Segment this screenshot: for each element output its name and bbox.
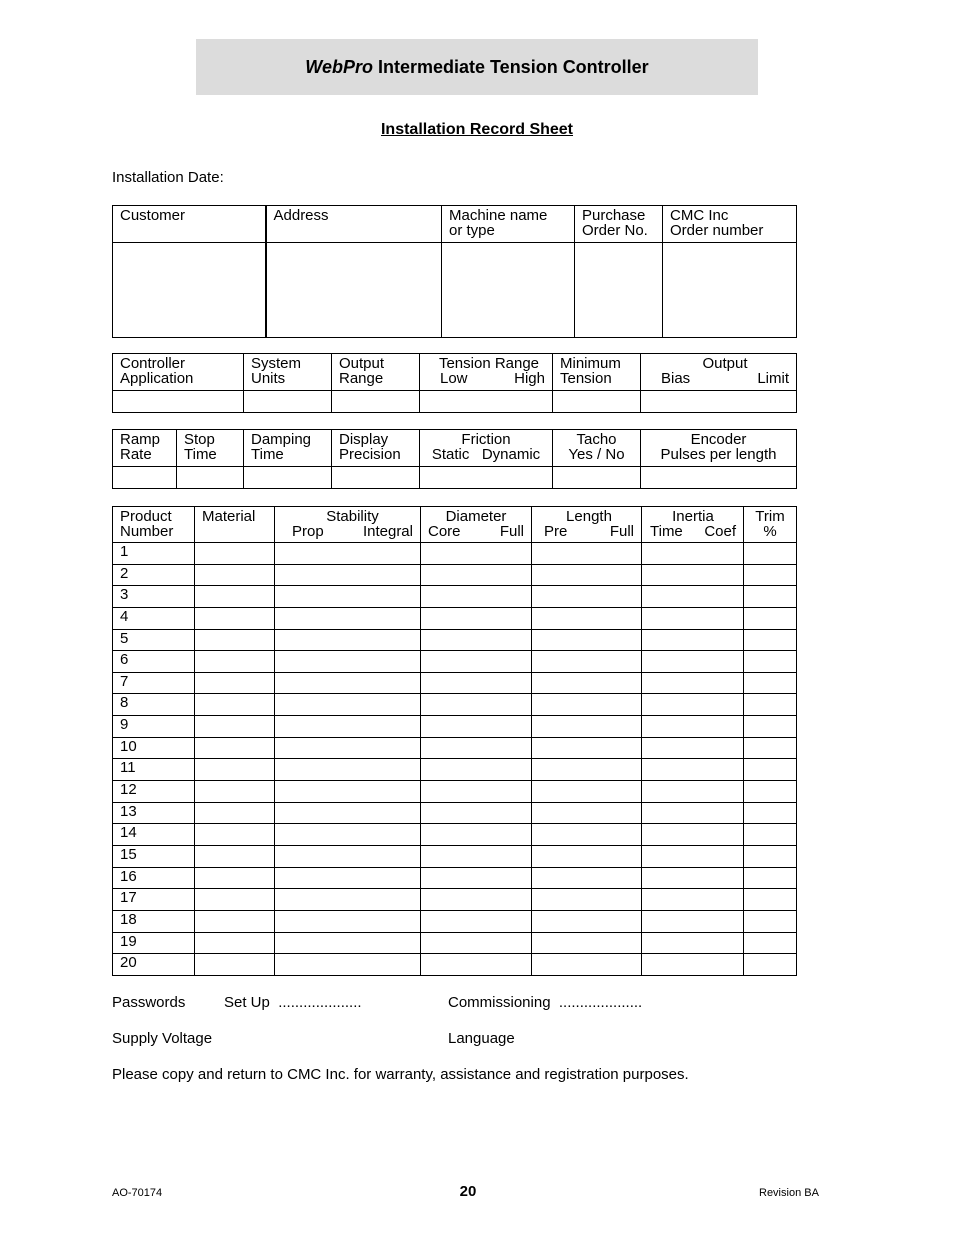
trim-cell[interactable] xyxy=(744,716,797,738)
product-number-cell: 11 xyxy=(113,759,195,781)
friction-cell[interactable] xyxy=(420,467,553,489)
cmc-order-header: CMC Inc Order number xyxy=(663,206,797,243)
stability-cell[interactable] xyxy=(275,954,421,976)
inertia-cell[interactable] xyxy=(642,651,744,673)
table-row xyxy=(113,910,797,932)
inertia-cell[interactable] xyxy=(642,586,744,608)
output-range-cell[interactable] xyxy=(332,391,420,413)
inertia-cell[interactable] xyxy=(642,759,744,781)
table-row xyxy=(113,564,797,586)
inertia-cell[interactable] xyxy=(642,824,744,846)
stability-cell[interactable] xyxy=(275,651,421,673)
material-cell[interactable] xyxy=(195,607,275,629)
diameter-cell[interactable] xyxy=(421,543,532,565)
trim-cell[interactable] xyxy=(744,910,797,932)
table-row xyxy=(113,802,797,824)
trim-cell[interactable] xyxy=(744,954,797,976)
installation-date-label: Installation Date: xyxy=(112,169,224,186)
tension-range-cell[interactable] xyxy=(420,391,553,413)
output-cell[interactable] xyxy=(641,391,797,413)
ramp-rate-cell[interactable] xyxy=(113,467,177,489)
stability-cell[interactable] xyxy=(275,845,421,867)
diameter-cell[interactable] xyxy=(421,824,532,846)
product-number-header: Product Number xyxy=(113,507,195,543)
inertia-cell[interactable] xyxy=(642,781,744,803)
length-cell[interactable] xyxy=(532,824,642,846)
purchase-order-cell[interactable] xyxy=(575,243,663,338)
commissioning-field: Commissioning .................... xyxy=(448,994,643,1011)
trim-cell[interactable] xyxy=(744,694,797,716)
length-cell[interactable] xyxy=(532,889,642,911)
table-row xyxy=(113,629,797,651)
length-header: Length Pre Full xyxy=(532,507,642,543)
supply-voltage-label: Supply Voltage xyxy=(112,1030,213,1047)
cmc-order-cell[interactable] xyxy=(663,243,797,338)
stability-cell[interactable] xyxy=(275,802,421,824)
length-cell[interactable] xyxy=(532,737,642,759)
stability-cell[interactable] xyxy=(275,781,421,803)
damping-time-header: Damping Time xyxy=(244,430,332,467)
passwords-label: Passwords xyxy=(112,994,186,1011)
stability-cell[interactable] xyxy=(275,629,421,651)
diameter-cell[interactable] xyxy=(421,737,532,759)
stability-cell[interactable] xyxy=(275,889,421,911)
product-number-cell: 14 xyxy=(113,824,195,846)
trim-cell[interactable] xyxy=(744,845,797,867)
table-row xyxy=(113,586,797,608)
inertia-cell[interactable] xyxy=(642,910,744,932)
inertia-cell[interactable] xyxy=(642,629,744,651)
length-cell[interactable] xyxy=(532,543,642,565)
table-row xyxy=(113,716,797,738)
ramp-rate-header: Ramp Rate xyxy=(113,430,177,467)
length-cell[interactable] xyxy=(532,716,642,738)
stability-cell[interactable] xyxy=(275,867,421,889)
output-range-header: Output Range xyxy=(332,354,420,391)
inertia-cell[interactable] xyxy=(642,737,744,759)
length-cell[interactable] xyxy=(532,564,642,586)
product-number-cell: 15 xyxy=(113,845,195,867)
trim-cell[interactable] xyxy=(744,629,797,651)
customer-table xyxy=(112,205,797,338)
diameter-cell[interactable] xyxy=(421,954,532,976)
length-cell[interactable] xyxy=(532,845,642,867)
inertia-cell[interactable] xyxy=(642,889,744,911)
diameter-cell[interactable] xyxy=(421,867,532,889)
stability-cell[interactable] xyxy=(275,932,421,954)
header-title: Intermediate Tension Controller xyxy=(372,56,649,77)
stability-cell[interactable] xyxy=(275,694,421,716)
material-cell[interactable] xyxy=(195,737,275,759)
length-cell[interactable] xyxy=(532,694,642,716)
minimum-tension-header: Minimum Tension xyxy=(553,354,641,391)
settings-table xyxy=(112,429,797,489)
minimum-tension-cell[interactable] xyxy=(553,391,641,413)
inertia-cell[interactable] xyxy=(642,802,744,824)
trim-cell[interactable] xyxy=(744,543,797,565)
table-row xyxy=(113,672,797,694)
stability-cell[interactable] xyxy=(275,607,421,629)
diameter-header: Diameter Core Full xyxy=(421,507,532,543)
doc-id: AO-70174 xyxy=(112,1187,163,1199)
inertia-cell[interactable] xyxy=(642,845,744,867)
material-header: Material xyxy=(195,507,275,543)
table-row xyxy=(113,867,797,889)
stability-cell[interactable] xyxy=(275,672,421,694)
machine-name-header: Machine name or type xyxy=(442,206,575,243)
length-cell[interactable] xyxy=(532,607,642,629)
display-precision-header: Display Precision xyxy=(332,430,420,467)
inertia-cell[interactable] xyxy=(642,867,744,889)
copy-note: Please copy and return to CMC Inc. for warranty, assistance and registration purposes. xyxy=(112,1066,689,1083)
diameter-cell[interactable] xyxy=(421,694,532,716)
stability-cell[interactable] xyxy=(275,543,421,565)
stability-cell[interactable] xyxy=(275,910,421,932)
material-cell[interactable] xyxy=(195,672,275,694)
tension-range-header: Tension Range Low High xyxy=(420,354,553,391)
diameter-cell[interactable] xyxy=(421,802,532,824)
display-precision-cell[interactable] xyxy=(332,467,420,489)
trim-cell[interactable] xyxy=(744,651,797,673)
product-number-cell: 3 xyxy=(113,586,195,608)
length-cell[interactable] xyxy=(532,802,642,824)
material-cell[interactable] xyxy=(195,759,275,781)
trim-cell[interactable] xyxy=(744,759,797,781)
material-cell[interactable] xyxy=(195,629,275,651)
product-number-cell: 10 xyxy=(113,737,195,759)
friction-header: Friction Static Dynamic xyxy=(420,430,553,467)
language-label: Language xyxy=(448,1030,515,1047)
product-number-cell: 17 xyxy=(113,889,195,911)
inertia-cell[interactable] xyxy=(642,672,744,694)
diameter-cell[interactable] xyxy=(421,607,532,629)
inertia-cell[interactable] xyxy=(642,932,744,954)
controller-table xyxy=(112,353,797,413)
diameter-cell[interactable] xyxy=(421,889,532,911)
controller-application-header: Controller Application xyxy=(113,354,244,391)
trim-cell[interactable] xyxy=(744,607,797,629)
table-row xyxy=(113,759,797,781)
material-cell[interactable] xyxy=(195,932,275,954)
material-cell[interactable] xyxy=(195,543,275,565)
length-cell[interactable] xyxy=(532,867,642,889)
diameter-cell[interactable] xyxy=(421,651,532,673)
material-cell[interactable] xyxy=(195,867,275,889)
trim-cell[interactable] xyxy=(744,932,797,954)
encoder-cell[interactable] xyxy=(641,467,797,489)
product-number-cell: 20 xyxy=(113,954,195,976)
output-header: Output Bias Limit xyxy=(641,354,797,391)
brand-name: WebPro xyxy=(305,56,373,77)
stop-time-header: Stop Time xyxy=(177,430,244,467)
product-number-cell: 4 xyxy=(113,607,195,629)
table-row xyxy=(113,543,797,565)
material-cell[interactable] xyxy=(195,802,275,824)
purchase-order-header: Purchase Order No. xyxy=(575,206,663,243)
product-number-cell: 19 xyxy=(113,932,195,954)
table-row xyxy=(113,651,797,673)
inertia-cell[interactable] xyxy=(642,954,744,976)
system-units-cell[interactable] xyxy=(244,391,332,413)
product-number-cell: 1 xyxy=(113,543,195,565)
material-cell[interactable] xyxy=(195,889,275,911)
table-row xyxy=(113,607,797,629)
stability-cell[interactable] xyxy=(275,737,421,759)
product-table xyxy=(112,506,797,976)
product-number-cell: 9 xyxy=(113,716,195,738)
diameter-cell[interactable] xyxy=(421,564,532,586)
table-row xyxy=(113,737,797,759)
product-number-cell: 6 xyxy=(113,651,195,673)
product-number-cell: 7 xyxy=(113,672,195,694)
material-cell[interactable] xyxy=(195,845,275,867)
table-row xyxy=(113,889,797,911)
length-cell[interactable] xyxy=(532,910,642,932)
setup-field: Set Up .................... xyxy=(224,994,362,1011)
trim-cell[interactable] xyxy=(744,737,797,759)
product-number-cell: 12 xyxy=(113,781,195,803)
table-row xyxy=(113,845,797,867)
diameter-cell[interactable] xyxy=(421,910,532,932)
trim-cell[interactable] xyxy=(744,802,797,824)
diameter-cell[interactable] xyxy=(421,845,532,867)
material-cell[interactable] xyxy=(195,716,275,738)
table-row xyxy=(113,954,797,976)
inertia-cell[interactable] xyxy=(642,694,744,716)
stability-header: Stability Prop Integral xyxy=(275,507,421,543)
product-number-cell: 13 xyxy=(113,802,195,824)
machine-name-cell[interactable] xyxy=(442,243,575,338)
stability-cell[interactable] xyxy=(275,824,421,846)
trim-cell[interactable] xyxy=(744,781,797,803)
material-cell[interactable] xyxy=(195,694,275,716)
controller-application-cell[interactable] xyxy=(113,391,244,413)
diameter-cell[interactable] xyxy=(421,586,532,608)
length-cell[interactable] xyxy=(532,586,642,608)
customer-header: Customer xyxy=(113,206,266,243)
table-row xyxy=(113,694,797,716)
table-row xyxy=(113,781,797,803)
product-number-cell: 18 xyxy=(113,910,195,932)
trim-cell[interactable] xyxy=(744,586,797,608)
material-cell[interactable] xyxy=(195,824,275,846)
diameter-cell[interactable] xyxy=(421,716,532,738)
customer-cell[interactable] xyxy=(113,243,266,338)
length-cell[interactable] xyxy=(532,781,642,803)
encoder-header: Encoder Pulses per length xyxy=(641,430,797,467)
inertia-cell[interactable] xyxy=(642,607,744,629)
stability-cell[interactable] xyxy=(275,716,421,738)
damping-time-cell[interactable] xyxy=(244,467,332,489)
stability-cell[interactable] xyxy=(275,564,421,586)
length-cell[interactable] xyxy=(532,629,642,651)
diameter-cell[interactable] xyxy=(421,629,532,651)
inertia-cell[interactable] xyxy=(642,564,744,586)
material-cell[interactable] xyxy=(195,651,275,673)
diameter-cell[interactable] xyxy=(421,781,532,803)
length-cell[interactable] xyxy=(532,651,642,673)
length-cell[interactable] xyxy=(532,932,642,954)
page-number: 20 xyxy=(459,1183,477,1200)
stability-cell[interactable] xyxy=(275,759,421,781)
material-cell[interactable] xyxy=(195,564,275,586)
stability-cell[interactable] xyxy=(275,586,421,608)
material-cell[interactable] xyxy=(195,586,275,608)
product-number-cell: 16 xyxy=(113,867,195,889)
trim-cell[interactable] xyxy=(744,889,797,911)
trim-header: Trim % xyxy=(744,507,797,543)
trim-cell[interactable] xyxy=(744,672,797,694)
table-row xyxy=(113,932,797,954)
table-row xyxy=(113,824,797,846)
trim-cell[interactable] xyxy=(744,867,797,889)
product-number-cell: 5 xyxy=(113,629,195,651)
inertia-header: Inertia Time Coef xyxy=(642,507,744,543)
diameter-cell[interactable] xyxy=(421,759,532,781)
trim-cell[interactable] xyxy=(744,824,797,846)
inertia-cell[interactable] xyxy=(642,716,744,738)
length-cell[interactable] xyxy=(532,954,642,976)
inertia-cell[interactable] xyxy=(642,543,744,565)
diameter-cell[interactable] xyxy=(421,932,532,954)
diameter-cell[interactable] xyxy=(421,672,532,694)
material-cell[interactable] xyxy=(195,910,275,932)
address-header: Address xyxy=(266,206,442,243)
product-number-cell: 2 xyxy=(113,564,195,586)
length-cell[interactable] xyxy=(532,672,642,694)
system-units-header: System Units xyxy=(244,354,332,391)
address-cell[interactable] xyxy=(266,243,442,338)
trim-cell[interactable] xyxy=(744,564,797,586)
sheet-title: Installation Record Sheet xyxy=(380,121,574,138)
material-cell[interactable] xyxy=(195,781,275,803)
material-cell[interactable] xyxy=(195,954,275,976)
tacho-cell[interactable] xyxy=(553,467,641,489)
document-header xyxy=(196,39,758,95)
product-number-cell: 8 xyxy=(113,694,195,716)
revision: Revision BA xyxy=(759,1187,819,1199)
length-cell[interactable] xyxy=(532,759,642,781)
tacho-header: Tacho Yes / No xyxy=(553,430,641,467)
stop-time-cell[interactable] xyxy=(177,467,244,489)
